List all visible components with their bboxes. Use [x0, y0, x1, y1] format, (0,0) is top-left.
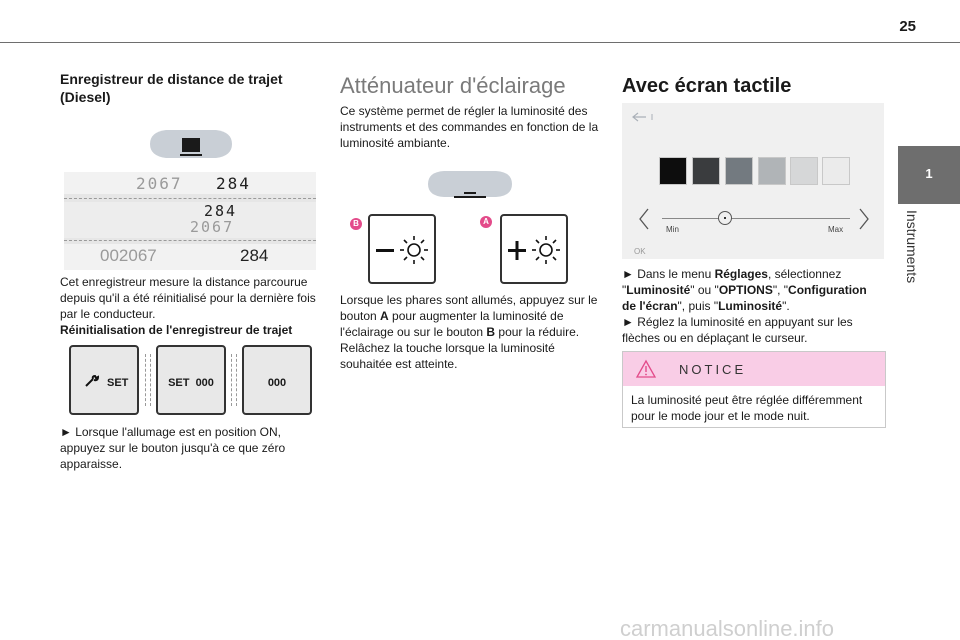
chapter-label: Instruments: [904, 210, 920, 284]
step-separator-2: [231, 354, 232, 406]
reset-step2-button: [156, 345, 226, 415]
slider-thumb-dot: [724, 217, 726, 219]
arrow-right-icon[interactable]: [858, 207, 870, 231]
touchscreen-instruction-2: ► Réglez la luminosité en appuyant sur les flèches ou en déplaçant le curseur.: [622, 315, 853, 345]
back-arrow-icon[interactable]: [630, 111, 654, 123]
slider-min-label: Min: [666, 225, 679, 234]
step-separator-1: [145, 354, 146, 406]
brightness-level-2[interactable]: [692, 157, 720, 185]
wrench-icon: [85, 375, 99, 387]
dimmer-button-b[interactable]: [368, 214, 436, 284]
reset-step3-button: [242, 345, 312, 415]
odometer-total-middle: 2067: [190, 218, 235, 236]
notice-header: [623, 352, 885, 386]
brightness-slider[interactable]: [662, 218, 850, 219]
touchscreen-instruction-1: ► Dans le menu Réglages, sélectionnez "Luminosité" ou "OPTIONS", "Configuration de l'écran", puis "Luminosité".: [622, 267, 867, 313]
odometer-trip-top: 284: [216, 174, 251, 193]
chapter-number: 1: [925, 166, 933, 181]
odometer-display: [64, 172, 316, 270]
section-title-dimmer: Atténuateur d'éclairage: [340, 73, 566, 98]
set-label-1: SET: [107, 377, 129, 389]
brightness-level-4[interactable]: [758, 157, 786, 185]
dashboard-icon: [146, 124, 236, 164]
trip-recorder-description: Cet enregistreur mesure la distance parcourue depuis qu'il a été réinitialisé pour la dernière fois par le conducteur.: [60, 275, 316, 321]
reset-subheading: Réinitialisation de l'enregistreur de trajet: [60, 323, 293, 337]
warning-icon: [635, 359, 657, 379]
watermark: carmanualsonline.info: [620, 616, 835, 640]
notice-title: NOTICE: [679, 362, 747, 377]
reset-step1-button: [69, 345, 139, 415]
brightness-minus-icon: [374, 232, 434, 268]
odometer-total-bottom: 002067: [100, 246, 157, 265]
arrow-left-icon[interactable]: [638, 207, 650, 231]
odometer-trip-bottom: 284: [240, 246, 269, 265]
brightness-level-1[interactable]: [659, 157, 687, 185]
page-number: 25: [899, 18, 916, 35]
step-separator-2b: [236, 354, 237, 406]
header-rule: [0, 42, 960, 43]
dimmer-instruction: Lorsque les phares sont allumés, appuyez sur le bouton A pour augmenter la luminosité de l'éclairage ou sur le bouton B pour la réduire. Relâchez la touche lorsque la luminosité souhaitée est atteinte.: [340, 293, 598, 371]
notice-text: La luminosité peut être réglée différemment pour le mode jour et le mode nuit.: [631, 393, 863, 423]
brightness-plus-icon: [506, 232, 566, 268]
slider-max-label: Max: [828, 225, 844, 234]
zero-label: 000: [267, 377, 287, 389]
button-a-tag: A: [480, 216, 492, 228]
section-title-trip-recorder: Enregistreur de distance de trajet (Diesel): [60, 71, 283, 105]
dimmer-description: Ce système permet de régler la luminosité des instruments et des commandes en fonction de la luminosité ambiante.: [340, 104, 599, 150]
section-title-touchscreen: Avec écran tactile: [622, 75, 792, 97]
brightness-level-5[interactable]: [790, 157, 818, 185]
step-separator-1b: [150, 354, 151, 406]
column-trip-recorder: [60, 70, 316, 106]
odometer-total-top: 2067: [136, 174, 183, 193]
brightness-level-3[interactable]: [725, 157, 753, 185]
touchscreen-brightness-screen: [622, 103, 884, 259]
set-label-2: SET 000: [168, 377, 214, 389]
odometer-trip-middle: 284: [204, 202, 238, 220]
brightness-level-6[interactable]: [822, 157, 850, 185]
reset-instruction: ► Lorsque l'allumage est en position ON, appuyez sur le bouton jusqu'à ce que zéro apparaisse.: [60, 425, 286, 471]
button-b-tag: B: [350, 218, 362, 230]
dimmer-button-a[interactable]: [500, 214, 568, 284]
notice-box: [622, 351, 886, 428]
ok-button[interactable]: OK: [634, 247, 646, 256]
dashboard-icon-2: [424, 166, 516, 202]
chapter-tab[interactable]: [898, 146, 960, 204]
